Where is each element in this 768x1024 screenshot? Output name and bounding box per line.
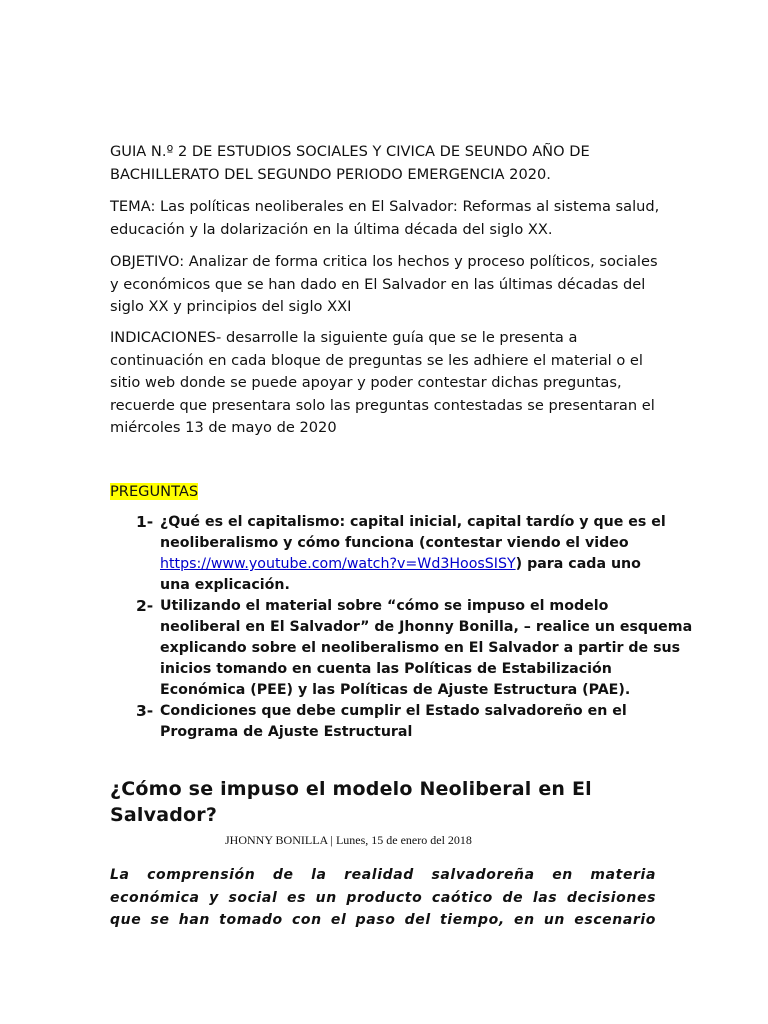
questions-list [110, 512, 693, 743]
guide-header-line: BACHILLERATO DEL SEGUNDO PERIODO EMERGENCIA 2020. [110, 165, 551, 183]
indicaciones-line: miércoles 13 de mayo de 2020 [110, 419, 337, 436]
question-text-line: inicios tomando en cuenta las Políticas de Estabilización [160, 661, 612, 677]
indicaciones-line: continuación en cada bloque de preguntas se les adhiere el material o el [110, 351, 643, 369]
question-number: 1- [136, 513, 154, 531]
question-item [110, 512, 670, 596]
tema-line: TEMA: Las políticas neoliberales en El Salvador: Reformas al sistema salud, [110, 198, 660, 215]
article-lead [110, 864, 656, 932]
indicaciones-line: INDICACIONES- desarrolle la siguiente guía que se le presenta a [110, 329, 578, 346]
question-text-line [160, 554, 670, 575]
article-lead-line: que se han tomado con el paso del tiempo, en un escenario [110, 912, 656, 928]
question-text-line: Económica (PEE) y las Políticas de Ajuste Estructura (PAE). [160, 682, 631, 698]
objetivo-line: OBJETIVO: Analizar de forma critica los hechos y proceso políticos, sociales [110, 253, 658, 270]
preguntas-heading [110, 481, 670, 504]
indicaciones-line: recuerde que presentara solo las preguntas contestadas se presentaran el [110, 396, 655, 414]
article-byline: JHONNY BONILLA | Lunes, 15 de enero del 2018 [225, 833, 472, 847]
video-link[interactable]: https://www.youtube.com/watch?v=Wd3HoosSISY [160, 556, 516, 572]
question-text-line: Programa de Ajuste Estructural [160, 724, 413, 740]
objetivo-line: y económicos que se han dado en El Salvador en las últimas décadas del [110, 275, 646, 293]
article-title [110, 776, 670, 828]
indicaciones-paragraph [110, 327, 670, 440]
guide-header-line: GUIA N.º 2 DE ESTUDIOS SOCIALES Y CIVICA DE SEUNDO AÑO DE [110, 143, 590, 160]
article-lead-line: La comprensión de la realidad salvadoreña en materia [110, 867, 656, 883]
question-text-fragment: ) para cada uno [515, 556, 641, 572]
article-lead-line: económica y social es un producto caótico de las decisiones [110, 889, 656, 906]
question-text-line: neoliberal en El Salvador” de Jhonny Bonilla, – realice un esquema [160, 619, 693, 635]
question-item [110, 596, 693, 701]
article-title-line: ¿Cómo se impuso el modelo Neoliberal en El [110, 778, 592, 800]
indicaciones-line: sitio web donde se puede apoyar y poder contestar dichas preguntas, [110, 374, 622, 391]
question-text-line: Utilizando el material sobre “cómo se impuso el modelo [160, 598, 609, 614]
question-text-line: explicando sobre el neoliberalismo en El Salvador a partir de sus [160, 640, 681, 656]
question-text-line: ¿Qué es el capitalismo: capital inicial, capital tardío y que es el [160, 514, 666, 530]
question-item [110, 701, 670, 743]
question-number: 3- [136, 702, 154, 720]
article-title-line: Salvador? [110, 804, 218, 826]
objetivo-paragraph [110, 251, 670, 319]
preguntas-label: PREGUNTAS [110, 483, 199, 500]
guide-header [110, 141, 670, 186]
question-text-line: Condiciones que debe cumplir el Estado salvadoreño en el [160, 703, 627, 719]
tema-paragraph [110, 196, 670, 241]
question-number: 2- [136, 597, 154, 615]
objetivo-line: siglo XX y principios del siglo XXI [110, 298, 352, 315]
tema-line: educación y la dolarización en la última década del siglo XX. [110, 220, 553, 238]
question-text-line: neoliberalismo y cómo funciona (contestar viendo el video [160, 535, 629, 551]
question-text-line: una explicación. [160, 577, 290, 593]
